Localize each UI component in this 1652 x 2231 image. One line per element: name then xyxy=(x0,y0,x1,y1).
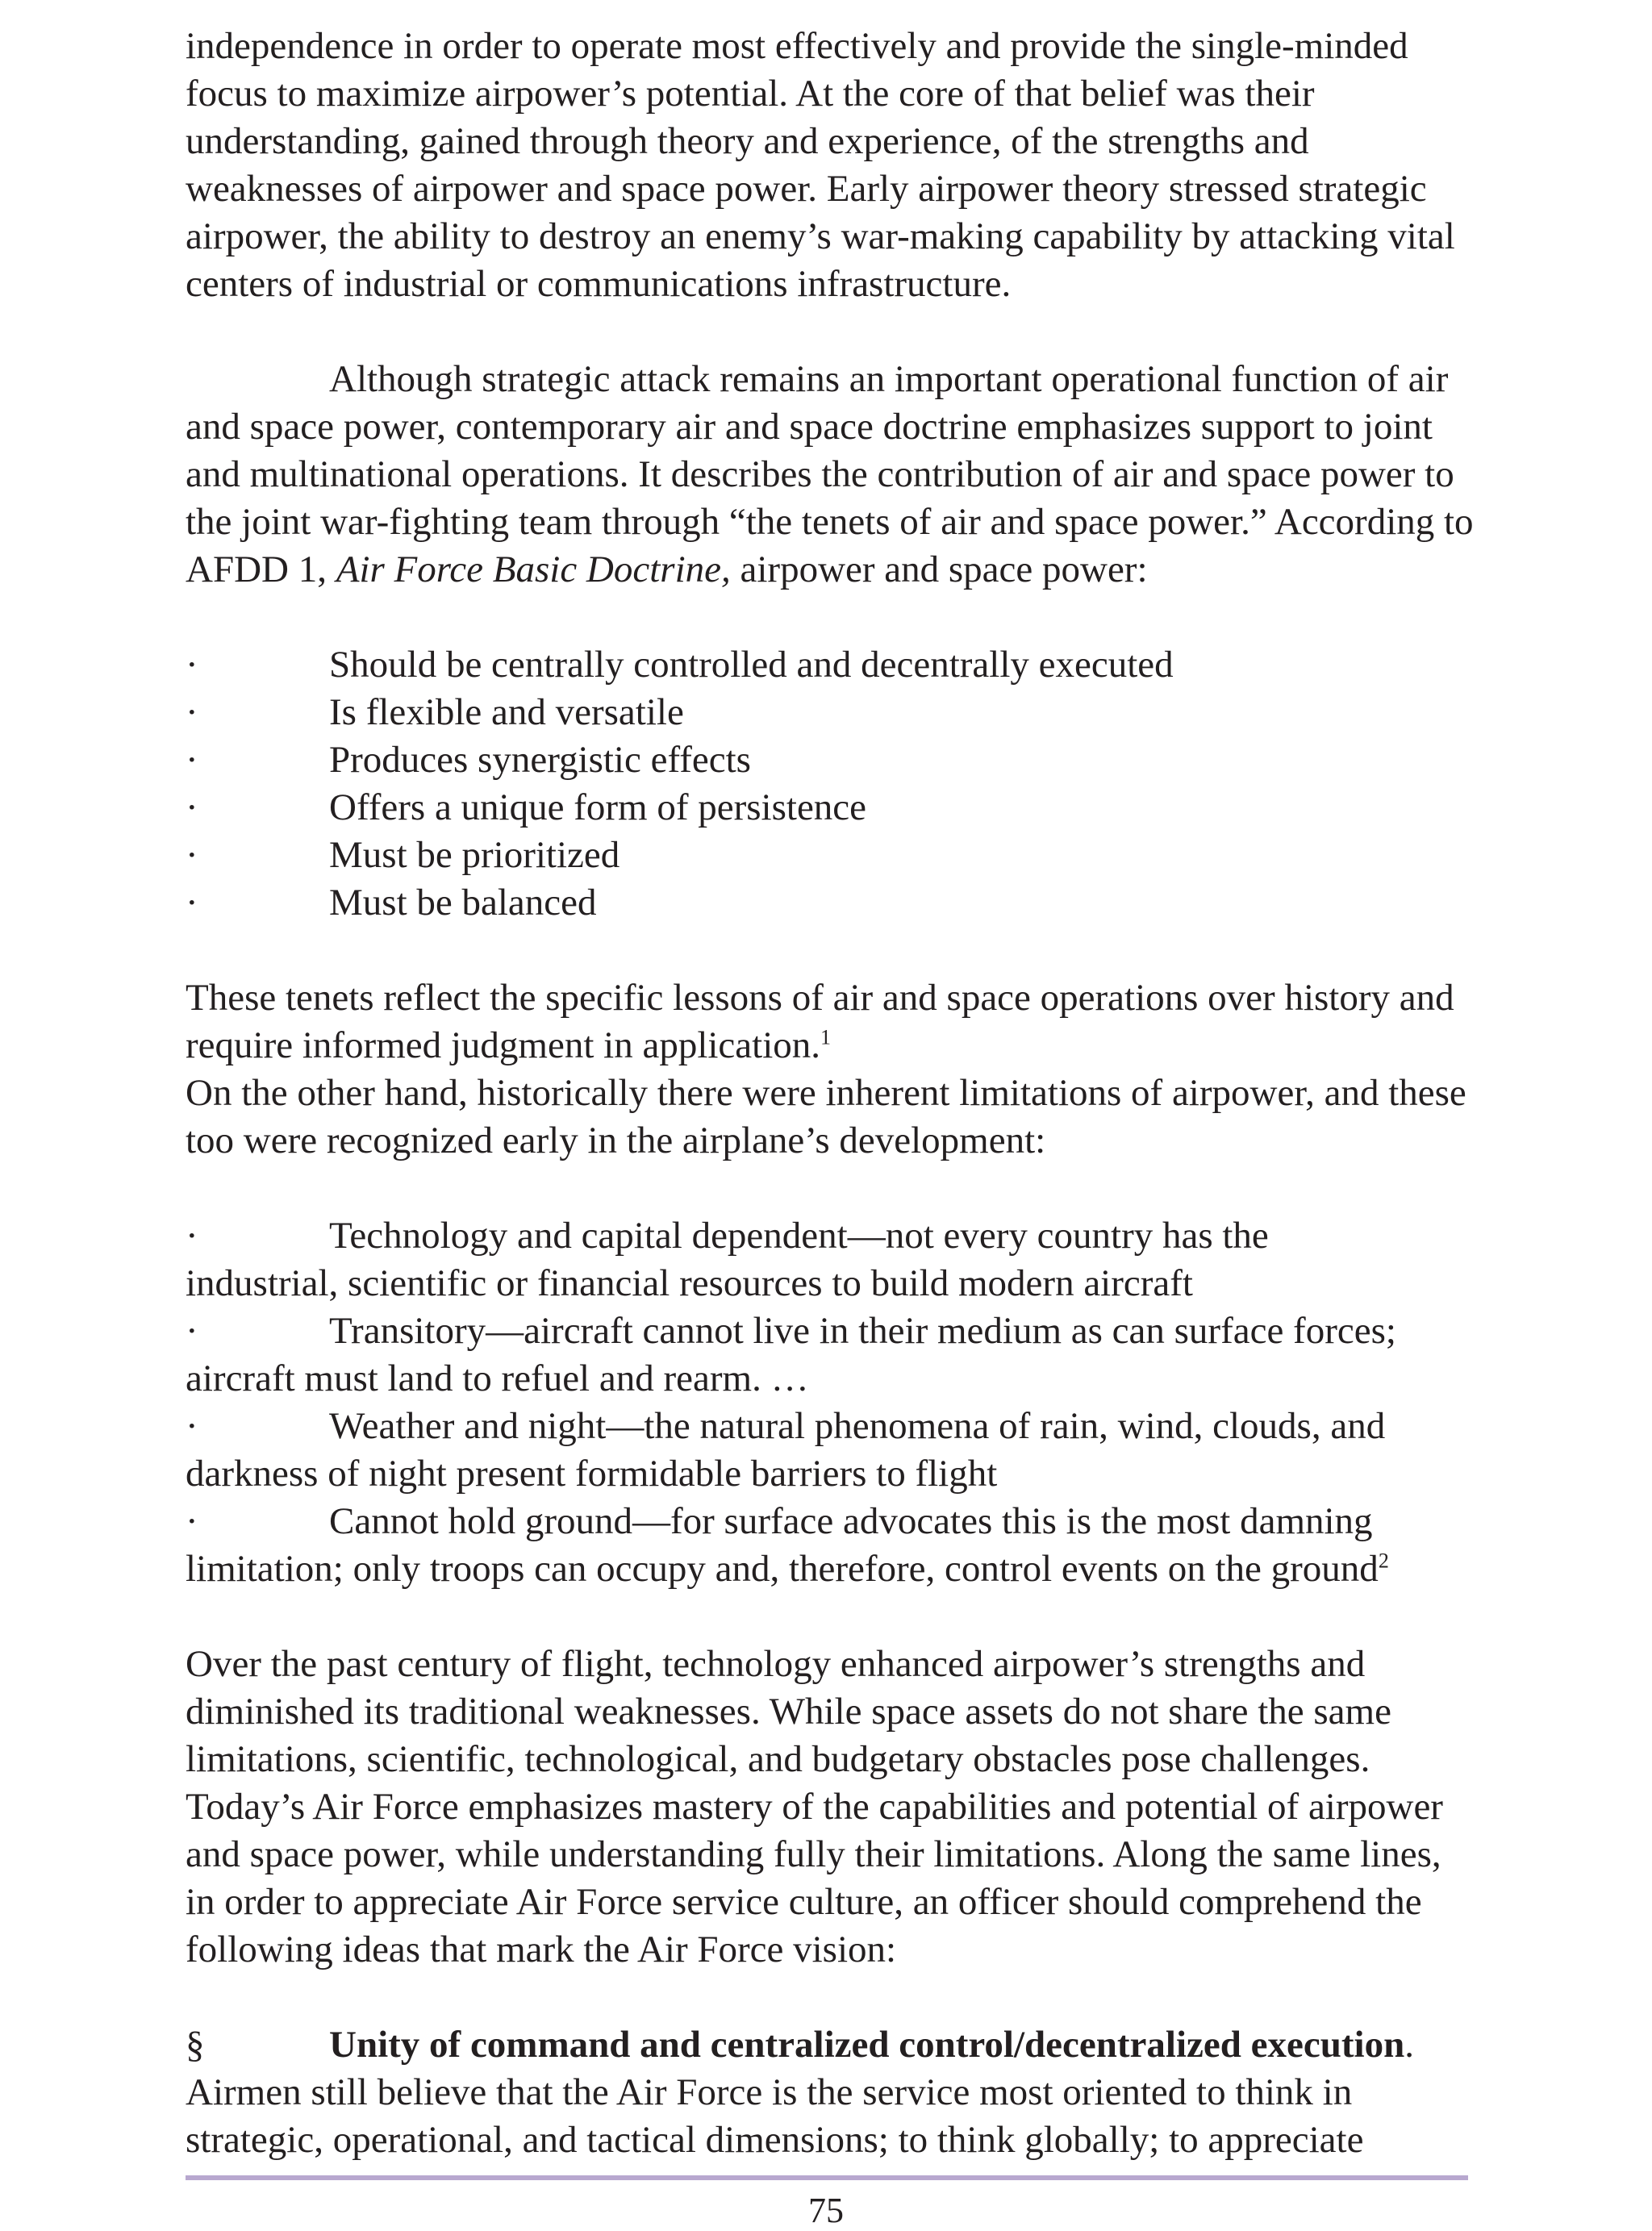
vision-item xyxy=(186,2021,1476,2164)
bullet-symbol: · xyxy=(186,739,198,781)
spacer xyxy=(186,1974,1476,2021)
list-item xyxy=(186,689,1476,736)
bullet-symbol: · xyxy=(186,1500,198,1542)
tenet-text: Is flexible and versatile xyxy=(329,691,684,733)
limitation-rest: industrial, scientific or financial resources to build modern aircraft xyxy=(186,1262,1193,1304)
section-symbol: § xyxy=(186,2024,205,2066)
limitations-list xyxy=(186,1212,1476,1593)
footnote-marker: 1 xyxy=(820,1025,832,1049)
tenet-text: Must be balanced xyxy=(329,882,597,924)
tenets-intro-end: airpower and space power: xyxy=(730,548,1148,590)
spacer xyxy=(186,594,1476,641)
vision-body: Airmen still believe that the Air Force is the service most oriented to think in strategic, operational, and tactical dimensions; to think globally; to appreciate xyxy=(186,2071,1364,2161)
bullet-symbol: · xyxy=(186,786,198,828)
tenets-list xyxy=(186,641,1476,927)
paragraph-core-belief: independence in order to operate most effectively and provide the single-minded focus to maximize airpower’s potential. At the core of that belief was their understanding, gained through theory and experience, of the strengths and weaknesses of airpower and space power. Early airpower theory stressed strategic airpower, the ability to destroy an enemy’s war-making capability by attacking vital centers of industrial or communications infrastructure. xyxy=(186,25,1455,305)
list-item xyxy=(186,784,1476,832)
spacer xyxy=(186,1165,1476,1212)
page-number: 75 xyxy=(808,2191,844,2230)
bullet-symbol: · xyxy=(186,1405,198,1447)
tenet-text: Must be prioritized xyxy=(329,834,620,876)
vision-heading: Unity of command and centralized control/decentralized execution xyxy=(329,2024,1405,2066)
tenets-intro-text: Although strategic attack remains an important operational function of air and space power, contemporary air and space doctrine emphasizes support to joint and multinational operations. It describes the contribution of air and space power to the joint war-fighting team through “the tenets of air and space power.” According to AFDD 1, xyxy=(186,358,1474,590)
bullet-symbol: · xyxy=(186,691,198,733)
limitation-first-line: Weather and night—the natural phenomena of rain, wind, clouds, and xyxy=(329,1405,1386,1447)
bullet-symbol: · xyxy=(186,882,198,924)
footer-rule xyxy=(186,2175,1468,2180)
tenet-text: Produces synergistic effects xyxy=(329,739,751,781)
list-item xyxy=(186,1403,1476,1498)
list-item xyxy=(186,879,1476,927)
bullet-symbol: · xyxy=(186,1310,198,1352)
list-item xyxy=(186,1307,1476,1403)
paragraph-tenets-lessons xyxy=(186,974,1476,1070)
tenet-text: Should be centrally controlled and decentrally executed xyxy=(329,644,1174,686)
bullet-symbol: · xyxy=(186,834,198,876)
bullet-symbol: · xyxy=(186,1215,198,1257)
spacer xyxy=(186,308,1476,356)
limitation-rest: darkness of night present formidable barriers to flight xyxy=(186,1453,998,1495)
paragraph-limitations-intro: On the other hand, historically there were inherent limitations of airpower, and these too were recognized early in the airplane’s development: xyxy=(186,1072,1466,1161)
list-item xyxy=(186,1212,1476,1307)
paragraph-air-force-vision: Over the past century of flight, technology enhanced airpower’s strengths and diminished its traditional weaknesses. While space assets do not share the same limitations, scientific, technological, and budgetary obstacles pose challenges. Today’s Air Force emphasizes mastery of the capabilities and potential of airpower and space power, while understanding fully their limitations. Along the same lines, in order to appreciate Air Force service culture, an officer should comprehend the following ideas that mark the Air Force vision: xyxy=(186,1643,1443,1970)
limitation-first-line: Cannot hold ground—for surface advocates this is the most damning xyxy=(329,1500,1373,1542)
footnote-marker: 2 xyxy=(1378,1549,1389,1573)
list-item xyxy=(186,832,1476,879)
limitation-first-line: Technology and capital dependent—not every country has the xyxy=(329,1215,1269,1257)
tenet-text: Offers a unique form of persistence xyxy=(329,786,867,828)
spacer xyxy=(186,927,1476,974)
limitation-rest: aircraft must land to refuel and rearm. … xyxy=(186,1357,809,1399)
limitation-first-line: Transitory—aircraft cannot live in their medium as can surface forces; xyxy=(329,1310,1396,1352)
vision-heading-end: . xyxy=(1404,2024,1414,2066)
list-item xyxy=(186,1498,1476,1593)
list-item xyxy=(186,736,1476,784)
afdd-title: Air Force Basic Doctrine, xyxy=(336,548,731,590)
bullet-symbol: · xyxy=(186,644,198,686)
list-item xyxy=(186,641,1476,689)
page-body xyxy=(186,23,1476,2164)
paragraph-tenets-intro xyxy=(186,356,1476,594)
spacer xyxy=(186,1593,1476,1641)
tenets-lessons-text: These tenets reflect the specific lessons of air and space operations over history and require informed judgment in application. xyxy=(186,977,1454,1066)
limitation-rest: limitation; only troops can occupy and, therefore, control events on the ground xyxy=(186,1548,1379,1590)
